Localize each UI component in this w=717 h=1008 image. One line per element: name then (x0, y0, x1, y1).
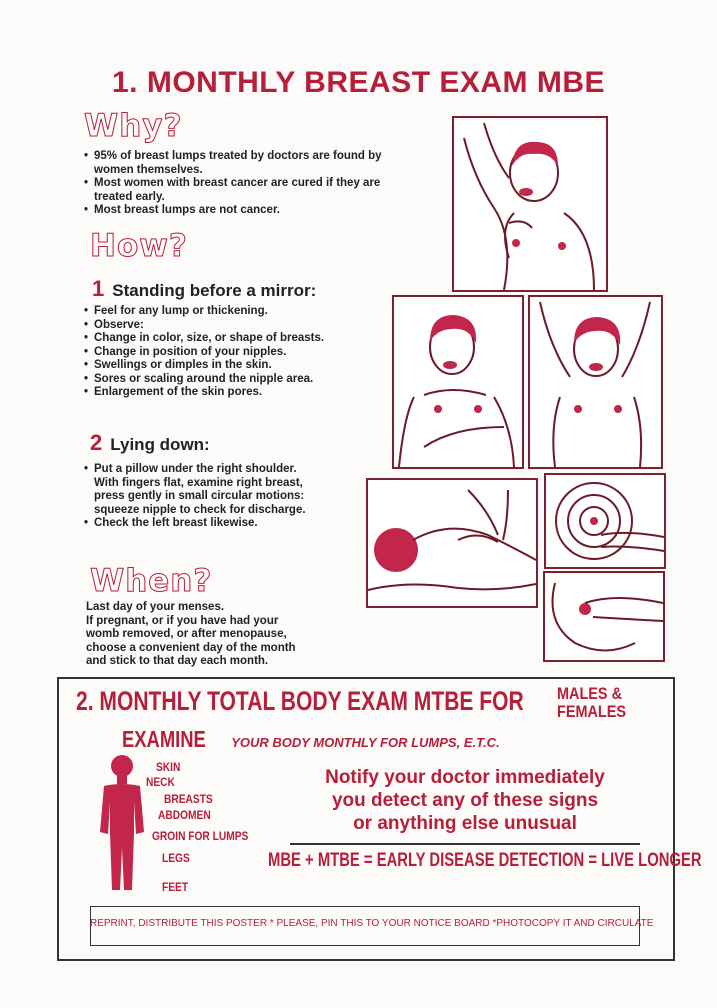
step-1-bullet: • Observe: (84, 319, 374, 333)
formula-text: MBE + MTBE = EARLY DISEASE DETECTION = LIVE LONGER (268, 850, 702, 871)
when-line: and stick to that day each month. (86, 655, 269, 667)
mtbe-audience-line: MALES & (557, 684, 623, 703)
why-list (84, 150, 389, 218)
when-line: womb removed, or after menopause, (86, 628, 287, 640)
when-line: If pregnant, or if you have had your (86, 614, 279, 627)
divider (290, 843, 640, 845)
step-2-bullet: • Check the left breast likewise. (84, 517, 309, 531)
illustration-nipple-squeeze (543, 571, 665, 662)
why-bullet: • 95% of breast lumps treated by doctors are found by women themselves. (84, 150, 389, 177)
mtbe-audience-line: FEMALES (557, 702, 627, 721)
illustration-lying-down (366, 478, 538, 608)
body-part-label: LEGS (162, 851, 190, 865)
step-1-bullet: • Sores or scaling around the nipple area. (84, 373, 374, 387)
step-2-list (84, 463, 309, 531)
when-text (86, 601, 346, 669)
when-heading: When? (90, 563, 213, 599)
step-1-number: 1 (92, 276, 105, 301)
why-bullet: • Most women with breast cancer are cured if they are treated early. (84, 177, 389, 204)
page-title: 1. MONTHLY BREAST EXAM MBE (111, 66, 606, 99)
body-part-label: FEET (162, 880, 189, 894)
step-1-bullet: • Enlargement of the skin pores. (84, 386, 374, 400)
mtbe-title: 2. MONTHLY TOTAL BODY EXAM MTBE FOR (76, 686, 524, 716)
body-part-label: NECK (146, 775, 175, 789)
examine-label: EXAMINE (122, 726, 206, 752)
body-silhouette-icon (92, 752, 152, 892)
step-1-bullet: • Change in position of your nipples. (84, 346, 374, 360)
notify-text (280, 766, 650, 835)
when-line: Last day of your menses. (86, 601, 225, 613)
notify-line: Notify your doctor immediately (325, 767, 605, 788)
notify-line: or anything else unusual (353, 813, 577, 834)
why-heading: Why? (84, 108, 183, 144)
nipple-squeeze-illustration (545, 573, 663, 660)
woman-lying-down-illustration (368, 480, 536, 606)
examine-subtext: YOUR BODY MONTHLY FOR LUMPS, E.T.C. (231, 735, 500, 750)
step-1-list (84, 305, 374, 400)
woman-raised-arm-illustration (454, 118, 606, 290)
body-part-label: GROIN FOR LUMPS (152, 829, 249, 843)
body-part-label: BREASTS (164, 792, 213, 806)
woman-arms-up-illustration (530, 297, 661, 467)
woman-mirror-illustration (394, 297, 522, 467)
body-part-label: SKIN (156, 760, 181, 774)
notify-line: you detect any of these signs (331, 790, 599, 811)
illustration-mirror-front (392, 295, 524, 469)
step-2-bullet: • Put a pillow under the right shoulder. With fingers flat, examine right breast, press gently in small circular motions: squeeze nipple to check for discharge. (84, 463, 309, 517)
step-1-bullet: • Swellings or dimples in the skin. (84, 359, 374, 373)
mtbe-audience (557, 685, 626, 721)
body-part-label: ABDOMEN (158, 808, 211, 822)
illustration-circular-motion (544, 473, 666, 569)
when-line: choose a convenient day of the month (86, 641, 296, 654)
examine-line (122, 726, 500, 753)
why-bullet: • Most breast lumps are not cancer. (84, 204, 389, 218)
step-1-bullet: • Feel for any lump or thickening. (84, 305, 374, 319)
step-2-title (90, 430, 210, 456)
illustration-mirror-arms-up (528, 295, 663, 469)
step-1-text: Standing before a mirror: (112, 281, 317, 300)
step-1-title (92, 276, 316, 302)
step-2-number: 2 (90, 430, 103, 455)
step-1-bullet: • Change in color, size, or shape of breasts. (84, 332, 374, 346)
how-heading: How? (90, 228, 188, 264)
illustration-arm-raised-exam (452, 116, 608, 292)
circular-motion-illustration (546, 475, 664, 567)
step-2-text: Lying down: (110, 435, 210, 454)
reprint-text: REPRINT, DISTRIBUTE THIS POSTER * PLEASE, PIN THIS TO YOUR NOTICE BOARD *PHOTOCOPY IT AND CIRCULATE (90, 918, 654, 929)
